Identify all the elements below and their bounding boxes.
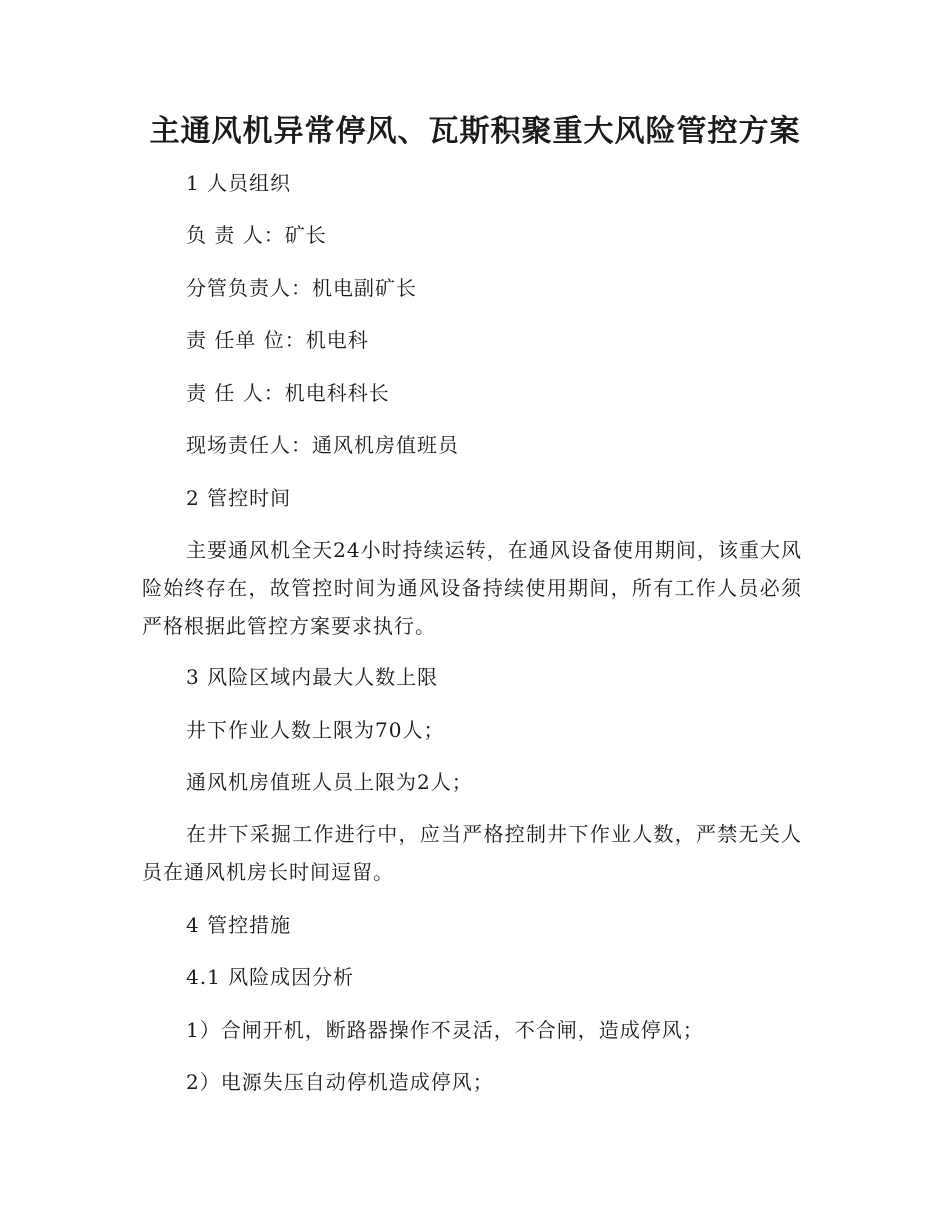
section-1-heading: 1 人员组织 (186, 171, 292, 195)
cause-item-1: 1）合闸开机，断路器操作不灵活，不合闸，造成停风； (186, 1018, 704, 1042)
personnel-control-paragraph: 在井下采掘工作进行中，应当严格控制井下作业人数，严禁无关人员在通风机房长时间逗留。 (142, 822, 802, 884)
fan-room-limit: 通风机房值班人员上限为2人； (186, 770, 473, 794)
section-4-heading: 4 管控措施 (186, 913, 292, 937)
cause-item-2: 2）电源失压自动停机造成停风； (186, 1070, 494, 1094)
document-title: 主通风机异常停风、瓦斯积聚重大风险管控方案 (149, 114, 801, 149)
responsible-person: 负 责 人：矿长 (186, 223, 327, 247)
underground-limit: 井下作业人数上限为70人； (186, 718, 445, 742)
responsible-unit: 责 任单 位：机电科 (186, 328, 369, 352)
control-time-paragraph: 主要通风机全天24小时持续运转，在通风设备使用期间，该重大风险始终存在，故管控时间为通风设备持续使用期间，所有工作人员必须严格根据此管控方案要求执行。 (142, 538, 802, 638)
section-4-1-heading: 4.1 风险成因分析 (186, 965, 355, 989)
onsite-responsible: 现场责任人：通风机房值班员 (186, 433, 459, 457)
section-2-heading: 2 管控时间 (186, 486, 292, 510)
deputy-responsible: 分管负责人：机电副矿长 (186, 276, 417, 300)
responsible-individual: 责 任 人：机电科科长 (186, 381, 390, 405)
section-3-heading: 3 风险区域内最大人数上限 (186, 665, 439, 689)
